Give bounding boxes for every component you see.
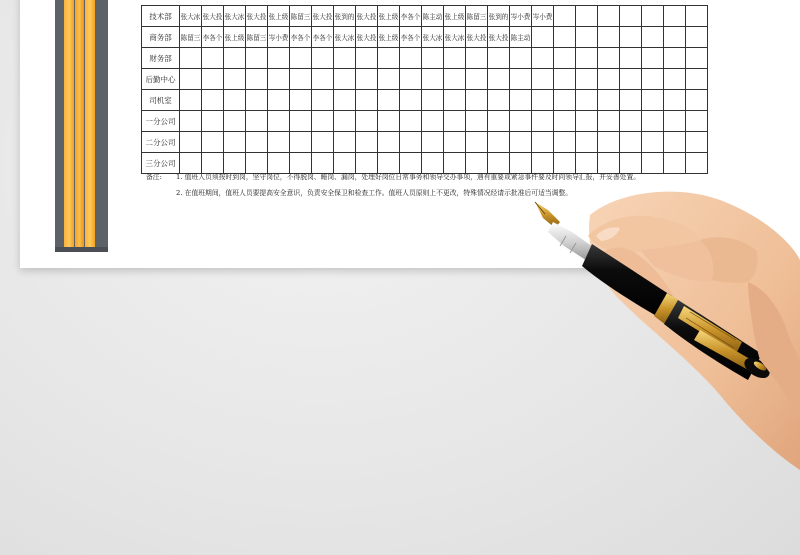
roster-cell: 张到的 [334,6,356,27]
department-label: 一分公司 [142,111,180,132]
roster-cell: 张大投 [466,27,488,48]
roster-cell: 岑小费 [510,6,532,27]
roster-cell: 陈留三 [246,27,268,48]
roster-cell: 张上级 [268,6,290,27]
roster-cell: 张大冰 [334,27,356,48]
roster-cell: 陈留三 [180,27,202,48]
roster-cell: 张上级 [378,6,400,27]
roster-cell: 岑小费 [268,27,290,48]
roster-cell: 张大冰 [422,27,444,48]
roster-cell: 张大投 [488,27,510,48]
roster-cell: 陈主动 [510,27,532,48]
note-text-1: 1. 值班人员须按时到岗，坚守岗位，不得脱岗、睡岗、漏岗，处理好岗位日常事务和领导交办事项，遇有重要或紧急事件要及时向领导汇报，并妥善处置。 [176,173,641,181]
roster-cell: 张大投 [312,6,334,27]
department-label: 司机室 [142,90,180,111]
roster-cell: 张上级 [378,27,400,48]
roster-cell: 张大投 [356,27,378,48]
roster-cell: 张上级 [224,27,246,48]
roster-cell: 张大冰 [444,27,466,48]
roster-cell: 陈留三 [466,6,488,27]
department-label: 商务部 [142,27,180,48]
note-text-2: 2. 在值班期间，值班人员要提高安全意识，负责安全保卫和检查工作。值班人员原则上不更改，特殊情况经请示批准后可适当调整。 [176,189,573,197]
roster-cell: 李各个 [400,6,422,27]
roster-cell: 张大投 [246,6,268,27]
roster-cell: 张大冰 [180,6,202,27]
roster-cell: 陈主动 [422,6,444,27]
notes-label: 备注: [146,173,162,181]
roster-cell: 张到的 [488,6,510,27]
roster-cell: 李各个 [400,27,422,48]
roster-cell: 张大冰 [224,6,246,27]
department-label: 三分公司 [142,153,180,174]
roster-cell: 张大投 [356,6,378,27]
roster-cell: 陈留三 [290,6,312,27]
roster-cell: 李各个 [290,27,312,48]
department-label: 后勤中心 [142,69,180,90]
roster-cell: 张大投 [202,6,224,27]
department-label: 技术部 [142,6,180,27]
roster-cell: 李各个 [312,27,334,48]
roster-cell: 岑小费 [532,6,554,27]
roster-cell: 李各个 [202,27,224,48]
department-label: 财务部 [142,48,180,69]
roster-cell: 张上级 [444,6,466,27]
department-label: 二分公司 [142,132,180,153]
